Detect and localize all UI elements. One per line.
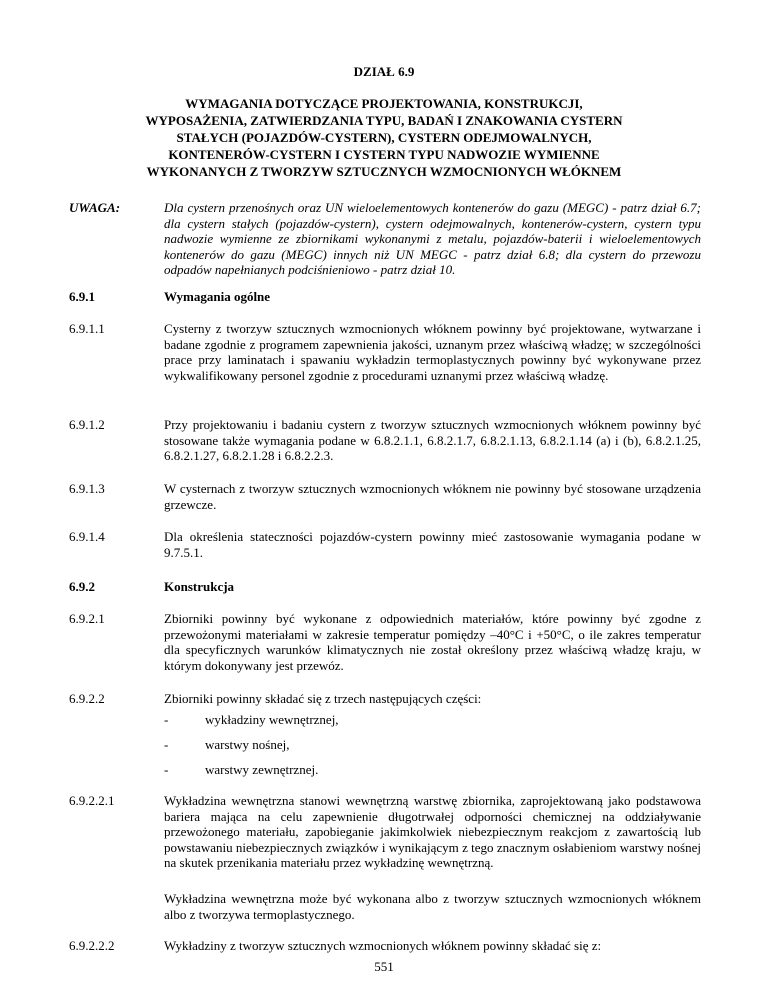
paragraph-text: Zbiorniki powinny składać się z trzech następujących części: [164,691,482,706]
section-title: Konstrukcja [164,579,235,594]
paragraph-number: 6.9.2.1 [69,611,105,626]
list-dash: - [164,762,169,777]
paragraph-number: 6.9.1.3 [69,481,105,496]
chapter-title-line: STAŁYCH (POJAZDÓW-CYSTERN), CYSTERN ODEJMOWALNYCH, [176,130,592,145]
paragraph-text: Wykładzina wewnętrzna stanowi wewnętrzną warstwę zbiornika, zaprojektowaną jako podstawowa bariera mająca na celu zapewnienie długotrwałej odporności chemicznej na oddziaływanie przewożonego materiału, zapobieganie jakimkolwiek niebezpiecznym reakcjom z zawartością lub powstawaniu niebezpiecznych związków i wynikającym z tego znacznym osłabieniom warstwy nośnej na skutek przenikania materiału przez wykładzinę wewnętrzną. [164,793,701,870]
chapter-number: DZIAŁ 6.9 [353,64,415,79]
section-title: Wymagania ogólne [164,289,271,304]
paragraph-number: 6.9.1.1 [69,321,105,336]
note-label: UWAGA: [69,200,121,215]
paragraph-number: 6.9.2.2 [69,691,105,706]
list-item-text: warstwy zewnętrznej. [205,762,319,777]
section-number: 6.9.1 [69,289,95,304]
paragraph-text: Zbiorniki powinny być wykonane z odpowiednich materiałów, które powinny być zgodne z przewożonymi materiałami w zakresie temperatur pomiędzy –40°C i +50°C, o ile zakres temperatur dla specyficznych warunków klimatycznych nie został określony przez właściwą władzę kraju, w którym dokonywany jest przewóz. [164,611,701,673]
paragraph-number: 6.9.1.4 [69,529,105,544]
section-number: 6.9.2 [69,579,95,594]
list-dash: - [164,712,169,727]
note-text: Dla cystern przenośnych oraz UN wieloelementowych kontenerów do gazu (MEGC) - patrz dział 6.7; dla cystern stałych (pojazdów-cystern), cystern odejmowalnych, kontenerów-cystern, cystern typu nadwozie wymienne ze zbiornikami wykonanymi z metalu, pojazdów-baterii i wieloelementowych kontenerów do gazu (MEGC) innych niż UN MEGC - patrz dział 6.8; dla cystern do przewozu odpadów napełnianych podciśnieniowo - patrz dział 10. [164,200,701,277]
paragraph-text: Wykładziny z tworzyw sztucznych wzmocnionych włóknem powinny składać się z: [164,938,602,953]
paragraph-text: Wykładzina wewnętrzna może być wykonana albo z tworzyw sztucznych wzmocnionych włóknem albo z tworzywa termoplastycznego. [164,891,701,922]
chapter-title-line: KONTENERÓW-CYSTERN I CYSTERN TYPU NADWOZIE WYMIENNE [168,147,600,162]
list-item-text: warstwy nośnej, [205,737,290,752]
list-dash: - [164,737,169,752]
chapter-title-line: WYKONANYCH Z TWORZYW SZTUCZNYCH WZMOCNIONYCH WŁÓKNEM [146,164,622,179]
paragraph-text: W cysternach z tworzyw sztucznych wzmocnionych włóknem nie powinny być stosowane urządzenia grzewcze. [164,481,701,512]
chapter-title-line: WYMAGANIA DOTYCZĄCE PROJEKTOWANIA, KONSTRUKCJI, [185,96,583,111]
paragraph-number: 6.9.1.2 [69,417,105,432]
paragraph-number: 6.9.2.2.1 [69,793,115,808]
chapter-title [0,95,768,180]
list-item-text: wykładziny wewnętrznej, [205,712,339,727]
paragraph-text: Cysterny z tworzyw sztucznych wzmocnionych włóknem powinny być projektowane, wytwarzane i badane zgodnie z programem zapewnienia jakości, uznanym przez właściwą władzę; w szczególności prace przy laminatach i spawaniu wykładzin termoplastycznych powinny być wykonywane przez wykwalifikowany personel zgodnie z procedurami uznanymi przez właściwą władzę. [164,321,701,383]
paragraph-text: Przy projektowaniu i badaniu cystern z tworzyw sztucznych wzmocnionych włóknem powinny być stosowane także wymagania podane w 6.8.2.1.1, 6.8.2.1.7, 6.8.2.1.13, 6.8.2.1.14 (a) i (b), 6.8.2.1.25, 6.8.2.1.27, 6.8.2.1.28 i 6.8.2.2.3. [164,417,701,463]
page-number: 551 [374,959,394,974]
chapter-title-line: WYPOSAŻENIA, ZATWIERDZANIA TYPU, BADAŃ I ZNAKOWANIA CYSTERN [145,113,623,128]
paragraph-number: 6.9.2.2.2 [69,938,115,953]
paragraph-text: Dla określenia stateczności pojazdów-cystern powinny mieć zastosowanie wymagania podane w 9.7.5.1. [164,529,701,560]
